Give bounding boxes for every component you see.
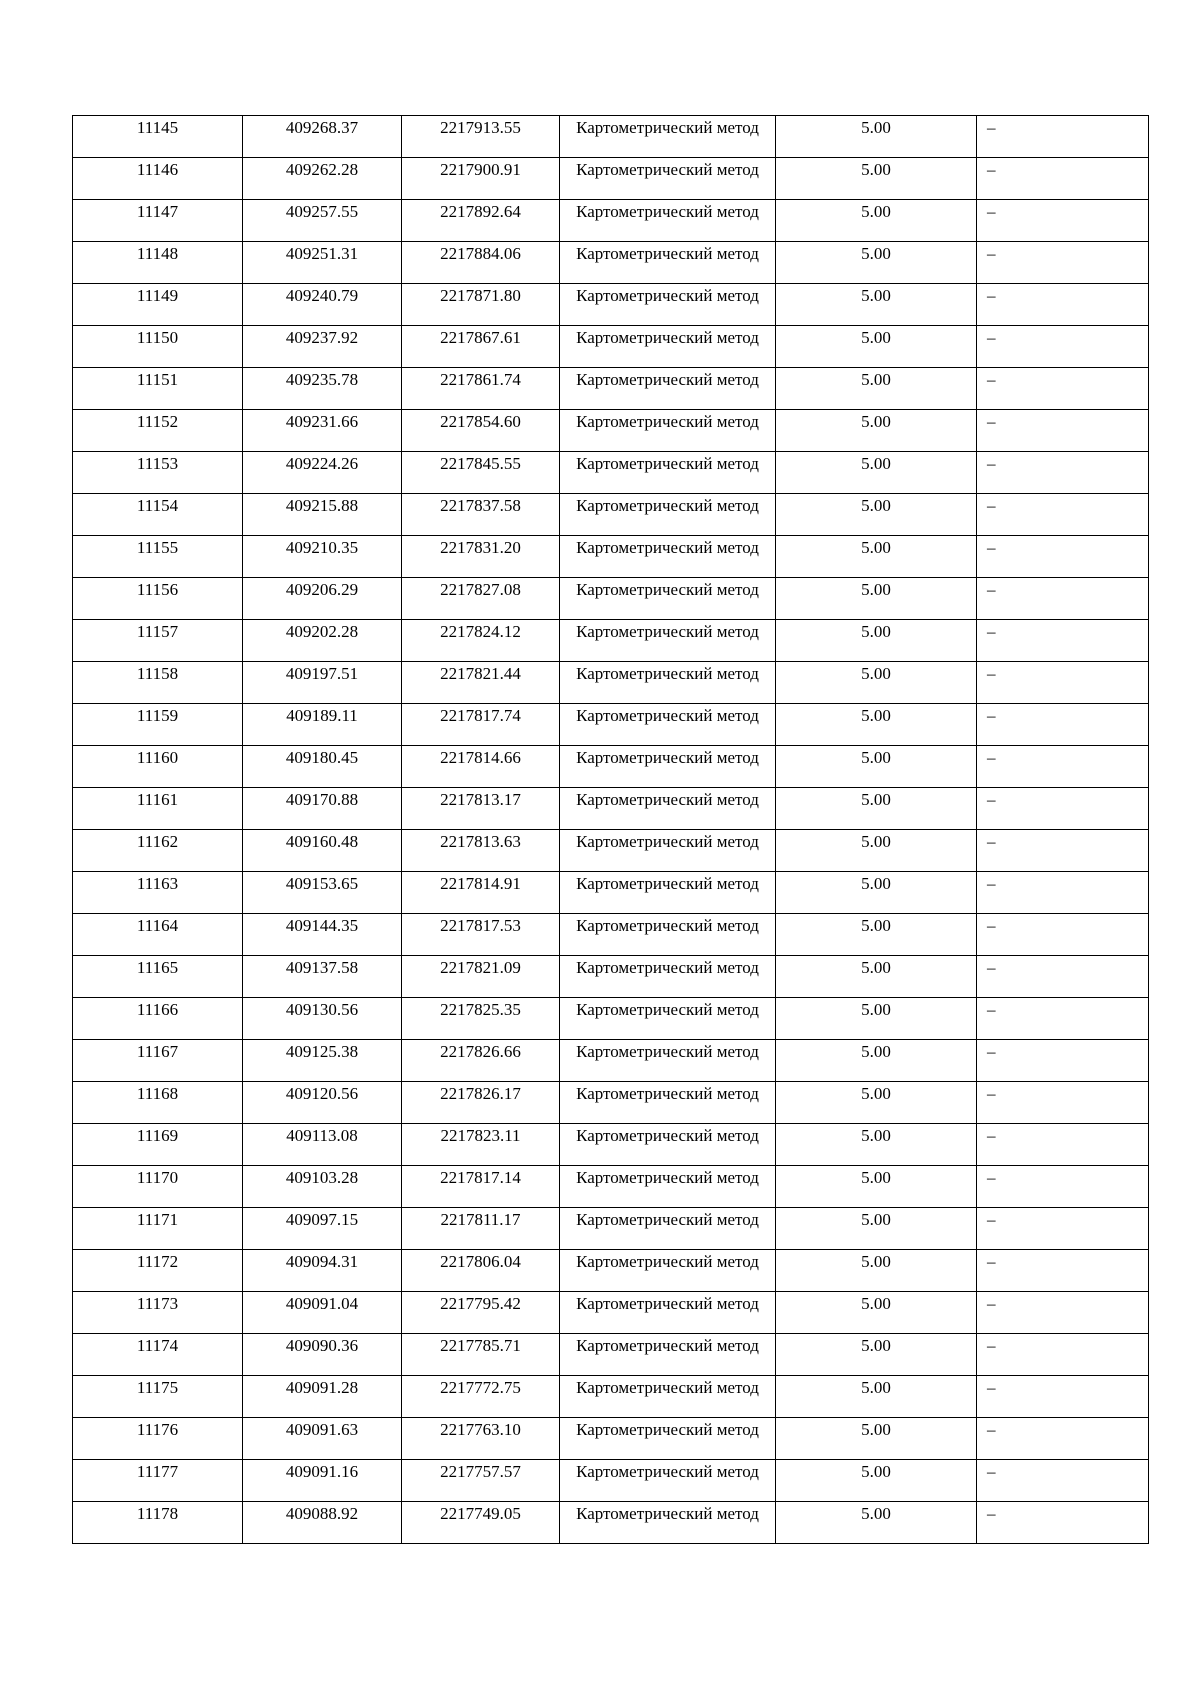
- table-row: [73, 536, 1149, 578]
- point-number-cell: 11164: [73, 914, 243, 956]
- table-row: [73, 998, 1149, 1040]
- y-coordinate-cell: 2217871.80: [402, 284, 560, 326]
- method-cell: Картометрический метод: [560, 158, 776, 200]
- x-coordinate-cell: 409090.36: [243, 1334, 402, 1376]
- note-cell: –: [977, 1040, 1149, 1082]
- x-coordinate-cell: 409268.37: [243, 116, 402, 158]
- x-coordinate-cell: 409206.29: [243, 578, 402, 620]
- table-row: [73, 1208, 1149, 1250]
- point-number-cell: 11166: [73, 998, 243, 1040]
- method-cell: Картометрический метод: [560, 830, 776, 872]
- table-row: [73, 1376, 1149, 1418]
- note-cell: –: [977, 998, 1149, 1040]
- y-coordinate-cell: 2217817.53: [402, 914, 560, 956]
- precision-cell: 5.00: [776, 116, 977, 158]
- note-cell: –: [977, 788, 1149, 830]
- note-cell: –: [977, 1124, 1149, 1166]
- table-row: [73, 1460, 1149, 1502]
- x-coordinate-cell: 409097.15: [243, 1208, 402, 1250]
- table-row: [73, 956, 1149, 998]
- method-cell: Картометрический метод: [560, 872, 776, 914]
- method-cell: Картометрический метод: [560, 242, 776, 284]
- x-coordinate-cell: 409091.04: [243, 1292, 402, 1334]
- note-cell: –: [977, 1208, 1149, 1250]
- precision-cell: 5.00: [776, 1166, 977, 1208]
- precision-cell: 5.00: [776, 1040, 977, 1082]
- method-cell: Картометрический метод: [560, 368, 776, 410]
- precision-cell: 5.00: [776, 326, 977, 368]
- point-number-cell: 11177: [73, 1460, 243, 1502]
- x-coordinate-cell: 409153.65: [243, 872, 402, 914]
- point-number-cell: 11175: [73, 1376, 243, 1418]
- point-number-cell: 11163: [73, 872, 243, 914]
- table-row: [73, 494, 1149, 536]
- y-coordinate-cell: 2217824.12: [402, 620, 560, 662]
- method-cell: Картометрический метод: [560, 956, 776, 998]
- precision-cell: 5.00: [776, 158, 977, 200]
- precision-cell: 5.00: [776, 956, 977, 998]
- precision-cell: 5.00: [776, 1418, 977, 1460]
- y-coordinate-cell: 2217861.74: [402, 368, 560, 410]
- point-number-cell: 11159: [73, 704, 243, 746]
- x-coordinate-cell: 409237.92: [243, 326, 402, 368]
- y-coordinate-cell: 2217825.35: [402, 998, 560, 1040]
- precision-cell: 5.00: [776, 1334, 977, 1376]
- table-row: [73, 872, 1149, 914]
- note-cell: –: [977, 200, 1149, 242]
- point-number-cell: 11149: [73, 284, 243, 326]
- y-coordinate-cell: 2217811.17: [402, 1208, 560, 1250]
- note-cell: –: [977, 704, 1149, 746]
- precision-cell: 5.00: [776, 578, 977, 620]
- table-row: [73, 620, 1149, 662]
- table-row: [73, 284, 1149, 326]
- note-cell: –: [977, 158, 1149, 200]
- point-number-cell: 11165: [73, 956, 243, 998]
- note-cell: –: [977, 410, 1149, 452]
- y-coordinate-cell: 2217826.17: [402, 1082, 560, 1124]
- precision-cell: 5.00: [776, 704, 977, 746]
- y-coordinate-cell: 2217763.10: [402, 1418, 560, 1460]
- y-coordinate-cell: 2217823.11: [402, 1124, 560, 1166]
- note-cell: –: [977, 536, 1149, 578]
- x-coordinate-cell: 409197.51: [243, 662, 402, 704]
- point-number-cell: 11148: [73, 242, 243, 284]
- y-coordinate-cell: 2217831.20: [402, 536, 560, 578]
- point-number-cell: 11152: [73, 410, 243, 452]
- precision-cell: 5.00: [776, 1292, 977, 1334]
- x-coordinate-cell: 409224.26: [243, 452, 402, 494]
- precision-cell: 5.00: [776, 452, 977, 494]
- y-coordinate-cell: 2217854.60: [402, 410, 560, 452]
- method-cell: Картометрический метод: [560, 1082, 776, 1124]
- note-cell: –: [977, 242, 1149, 284]
- method-cell: Картометрический метод: [560, 620, 776, 662]
- precision-cell: 5.00: [776, 998, 977, 1040]
- x-coordinate-cell: 409180.45: [243, 746, 402, 788]
- method-cell: Картометрический метод: [560, 494, 776, 536]
- point-number-cell: 11151: [73, 368, 243, 410]
- precision-cell: 5.00: [776, 1460, 977, 1502]
- y-coordinate-cell: 2217867.61: [402, 326, 560, 368]
- point-number-cell: 11176: [73, 1418, 243, 1460]
- method-cell: Картометрический метод: [560, 536, 776, 578]
- method-cell: Картометрический метод: [560, 116, 776, 158]
- y-coordinate-cell: 2217892.64: [402, 200, 560, 242]
- x-coordinate-cell: 409202.28: [243, 620, 402, 662]
- y-coordinate-cell: 2217806.04: [402, 1250, 560, 1292]
- method-cell: Картометрический метод: [560, 1250, 776, 1292]
- x-coordinate-cell: 409113.08: [243, 1124, 402, 1166]
- y-coordinate-cell: 2217837.58: [402, 494, 560, 536]
- x-coordinate-cell: 409215.88: [243, 494, 402, 536]
- method-cell: Картометрический метод: [560, 1418, 776, 1460]
- x-coordinate-cell: 409103.28: [243, 1166, 402, 1208]
- precision-cell: 5.00: [776, 494, 977, 536]
- coordinates-table-body: [73, 116, 1149, 1544]
- x-coordinate-cell: 409091.28: [243, 1376, 402, 1418]
- note-cell: –: [977, 494, 1149, 536]
- y-coordinate-cell: 2217814.91: [402, 872, 560, 914]
- x-coordinate-cell: 409094.31: [243, 1250, 402, 1292]
- precision-cell: 5.00: [776, 368, 977, 410]
- precision-cell: 5.00: [776, 284, 977, 326]
- precision-cell: 5.00: [776, 536, 977, 578]
- method-cell: Картометрический метод: [560, 284, 776, 326]
- point-number-cell: 11172: [73, 1250, 243, 1292]
- point-number-cell: 11169: [73, 1124, 243, 1166]
- precision-cell: 5.00: [776, 1250, 977, 1292]
- table-row: [73, 1334, 1149, 1376]
- y-coordinate-cell: 2217817.14: [402, 1166, 560, 1208]
- note-cell: –: [977, 830, 1149, 872]
- note-cell: –: [977, 1166, 1149, 1208]
- note-cell: –: [977, 956, 1149, 998]
- method-cell: Картометрический метод: [560, 1040, 776, 1082]
- method-cell: Картометрический метод: [560, 1502, 776, 1544]
- y-coordinate-cell: 2217821.09: [402, 956, 560, 998]
- coordinates-table: [72, 115, 1149, 1544]
- point-number-cell: 11161: [73, 788, 243, 830]
- y-coordinate-cell: 2217795.42: [402, 1292, 560, 1334]
- x-coordinate-cell: 409231.66: [243, 410, 402, 452]
- note-cell: –: [977, 662, 1149, 704]
- table-row: [73, 1166, 1149, 1208]
- x-coordinate-cell: 409170.88: [243, 788, 402, 830]
- table-row: [73, 578, 1149, 620]
- point-number-cell: 11150: [73, 326, 243, 368]
- y-coordinate-cell: 2217785.71: [402, 1334, 560, 1376]
- note-cell: –: [977, 1334, 1149, 1376]
- point-number-cell: 11146: [73, 158, 243, 200]
- point-number-cell: 11156: [73, 578, 243, 620]
- precision-cell: 5.00: [776, 1502, 977, 1544]
- method-cell: Картометрический метод: [560, 1460, 776, 1502]
- point-number-cell: 11153: [73, 452, 243, 494]
- method-cell: Картометрический метод: [560, 326, 776, 368]
- method-cell: Картометрический метод: [560, 578, 776, 620]
- x-coordinate-cell: 409088.92: [243, 1502, 402, 1544]
- x-coordinate-cell: 409137.58: [243, 956, 402, 998]
- table-row: [73, 1292, 1149, 1334]
- method-cell: Картометрический метод: [560, 200, 776, 242]
- y-coordinate-cell: 2217821.44: [402, 662, 560, 704]
- note-cell: –: [977, 1460, 1149, 1502]
- note-cell: –: [977, 1376, 1149, 1418]
- note-cell: –: [977, 620, 1149, 662]
- note-cell: –: [977, 746, 1149, 788]
- method-cell: Картометрический метод: [560, 1376, 776, 1418]
- table-row: [73, 410, 1149, 452]
- method-cell: Картометрический метод: [560, 746, 776, 788]
- precision-cell: 5.00: [776, 620, 977, 662]
- y-coordinate-cell: 2217817.74: [402, 704, 560, 746]
- precision-cell: 5.00: [776, 242, 977, 284]
- x-coordinate-cell: 409125.38: [243, 1040, 402, 1082]
- x-coordinate-cell: 409189.11: [243, 704, 402, 746]
- note-cell: –: [977, 872, 1149, 914]
- x-coordinate-cell: 409160.48: [243, 830, 402, 872]
- precision-cell: 5.00: [776, 872, 977, 914]
- table-row: [73, 326, 1149, 368]
- table-row: [73, 368, 1149, 410]
- note-cell: –: [977, 914, 1149, 956]
- x-coordinate-cell: 409144.35: [243, 914, 402, 956]
- x-coordinate-cell: 409251.31: [243, 242, 402, 284]
- y-coordinate-cell: 2217826.66: [402, 1040, 560, 1082]
- note-cell: –: [977, 1502, 1149, 1544]
- x-coordinate-cell: 409091.63: [243, 1418, 402, 1460]
- method-cell: Картометрический метод: [560, 1166, 776, 1208]
- y-coordinate-cell: 2217913.55: [402, 116, 560, 158]
- table-row: [73, 158, 1149, 200]
- x-coordinate-cell: 409130.56: [243, 998, 402, 1040]
- x-coordinate-cell: 409235.78: [243, 368, 402, 410]
- note-cell: –: [977, 1250, 1149, 1292]
- method-cell: Картометрический метод: [560, 998, 776, 1040]
- method-cell: Картометрический метод: [560, 452, 776, 494]
- precision-cell: 5.00: [776, 1208, 977, 1250]
- precision-cell: 5.00: [776, 914, 977, 956]
- point-number-cell: 11168: [73, 1082, 243, 1124]
- table-row: [73, 746, 1149, 788]
- table-row: [73, 200, 1149, 242]
- note-cell: –: [977, 1292, 1149, 1334]
- point-number-cell: 11154: [73, 494, 243, 536]
- table-row: [73, 452, 1149, 494]
- precision-cell: 5.00: [776, 200, 977, 242]
- note-cell: –: [977, 1082, 1149, 1124]
- point-number-cell: 11171: [73, 1208, 243, 1250]
- table-row: [73, 788, 1149, 830]
- y-coordinate-cell: 2217884.06: [402, 242, 560, 284]
- x-coordinate-cell: 409210.35: [243, 536, 402, 578]
- note-cell: –: [977, 578, 1149, 620]
- table-row: [73, 1082, 1149, 1124]
- method-cell: Картометрический метод: [560, 704, 776, 746]
- y-coordinate-cell: 2217813.63: [402, 830, 560, 872]
- x-coordinate-cell: 409262.28: [243, 158, 402, 200]
- y-coordinate-cell: 2217813.17: [402, 788, 560, 830]
- point-number-cell: 11157: [73, 620, 243, 662]
- point-number-cell: 11160: [73, 746, 243, 788]
- table-row: [73, 1250, 1149, 1292]
- table-row: [73, 116, 1149, 158]
- point-number-cell: 11155: [73, 536, 243, 578]
- point-number-cell: 11174: [73, 1334, 243, 1376]
- precision-cell: 5.00: [776, 1124, 977, 1166]
- y-coordinate-cell: 2217827.08: [402, 578, 560, 620]
- table-row: [73, 914, 1149, 956]
- x-coordinate-cell: 409120.56: [243, 1082, 402, 1124]
- point-number-cell: 11162: [73, 830, 243, 872]
- note-cell: –: [977, 284, 1149, 326]
- precision-cell: 5.00: [776, 662, 977, 704]
- y-coordinate-cell: 2217900.91: [402, 158, 560, 200]
- y-coordinate-cell: 2217757.57: [402, 1460, 560, 1502]
- method-cell: Картометрический метод: [560, 1334, 776, 1376]
- point-number-cell: 11167: [73, 1040, 243, 1082]
- precision-cell: 5.00: [776, 1082, 977, 1124]
- table-row: [73, 1124, 1149, 1166]
- precision-cell: 5.00: [776, 746, 977, 788]
- point-number-cell: 11178: [73, 1502, 243, 1544]
- y-coordinate-cell: 2217749.05: [402, 1502, 560, 1544]
- method-cell: Картометрический метод: [560, 410, 776, 452]
- table-row: [73, 1502, 1149, 1544]
- method-cell: Картометрический метод: [560, 788, 776, 830]
- method-cell: Картометрический метод: [560, 662, 776, 704]
- table-row: [73, 242, 1149, 284]
- x-coordinate-cell: 409091.16: [243, 1460, 402, 1502]
- point-number-cell: 11158: [73, 662, 243, 704]
- method-cell: Картометрический метод: [560, 1124, 776, 1166]
- method-cell: Картометрический метод: [560, 1208, 776, 1250]
- table-row: [73, 1418, 1149, 1460]
- precision-cell: 5.00: [776, 1376, 977, 1418]
- table-row: [73, 704, 1149, 746]
- y-coordinate-cell: 2217772.75: [402, 1376, 560, 1418]
- x-coordinate-cell: 409240.79: [243, 284, 402, 326]
- note-cell: –: [977, 368, 1149, 410]
- x-coordinate-cell: 409257.55: [243, 200, 402, 242]
- note-cell: –: [977, 116, 1149, 158]
- precision-cell: 5.00: [776, 830, 977, 872]
- note-cell: –: [977, 326, 1149, 368]
- note-cell: –: [977, 1418, 1149, 1460]
- table-row: [73, 830, 1149, 872]
- point-number-cell: 11145: [73, 116, 243, 158]
- note-cell: –: [977, 452, 1149, 494]
- y-coordinate-cell: 2217814.66: [402, 746, 560, 788]
- method-cell: Картометрический метод: [560, 1292, 776, 1334]
- y-coordinate-cell: 2217845.55: [402, 452, 560, 494]
- precision-cell: 5.00: [776, 410, 977, 452]
- method-cell: Картометрический метод: [560, 914, 776, 956]
- table-row: [73, 1040, 1149, 1082]
- point-number-cell: 11173: [73, 1292, 243, 1334]
- table-row: [73, 662, 1149, 704]
- point-number-cell: 11147: [73, 200, 243, 242]
- point-number-cell: 11170: [73, 1166, 243, 1208]
- precision-cell: 5.00: [776, 788, 977, 830]
